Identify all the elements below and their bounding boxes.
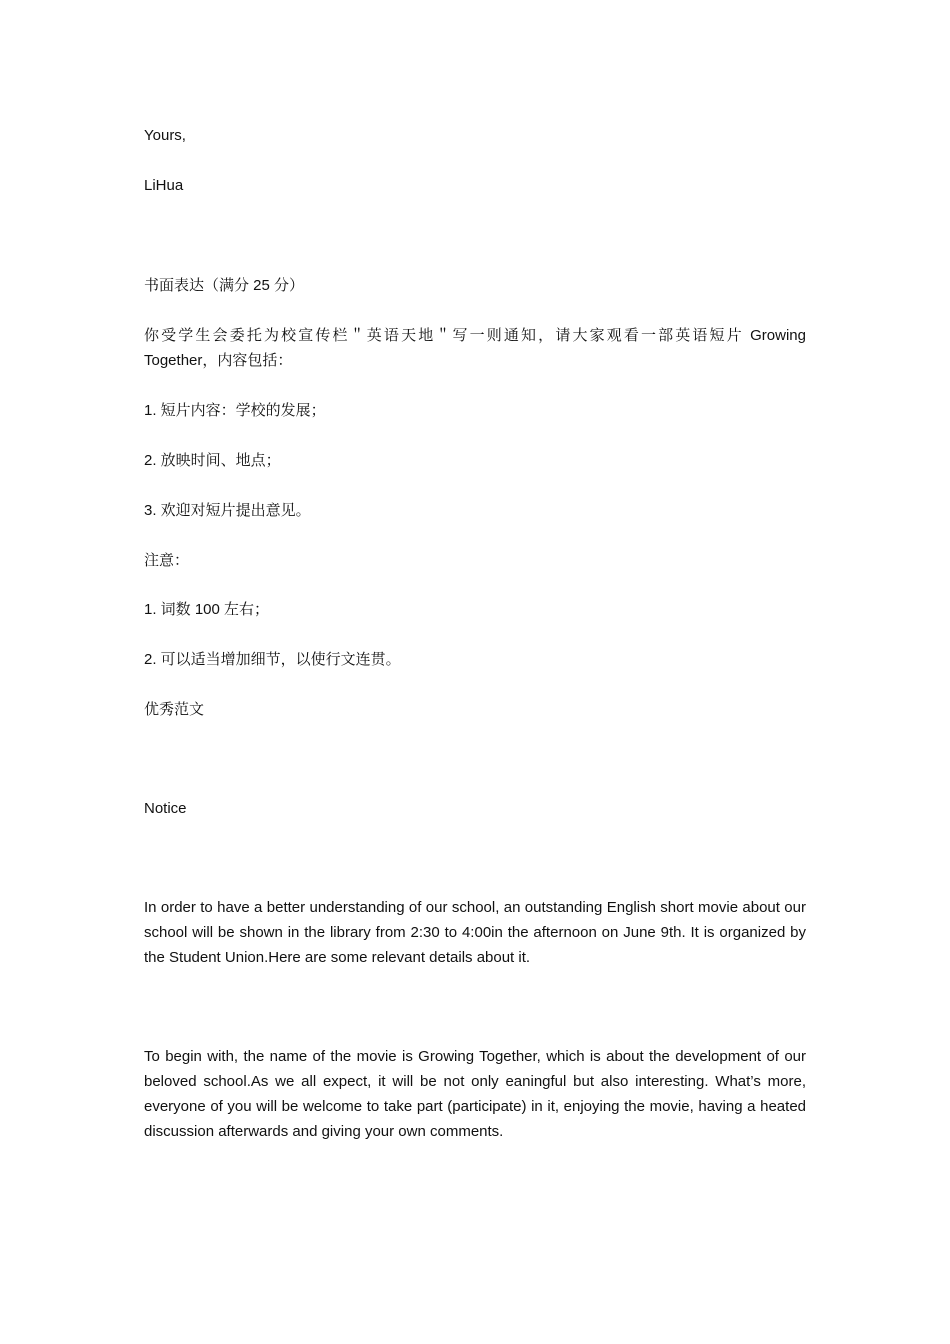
notice-title: Notice (144, 800, 187, 817)
letter-signature: LiHua (144, 177, 184, 194)
note-2: 2. 可以适当增加细节，以使行文连贯。 (144, 651, 401, 668)
task-point-2: 2. 放映时间、地点； (144, 452, 281, 469)
task-point-3: 3. 欢迎对短片提出意见。 (144, 502, 311, 519)
sample-paragraph-1: In order to have a better understanding of our school, an outstanding English short movie about our school will be shown in the library from 2:30 to 4:00in the afternoon on June 9th. It is organized by the Student Union.Here are some relevant details about it. (144, 899, 806, 966)
task-heading: 书面表达（满分 25 分） (144, 277, 305, 294)
task-point-1: 1. 短片内容：学校的发展； (144, 402, 326, 419)
note-1: 1. 词数 100 左右； (144, 601, 270, 618)
task-prompt: 你受学生会委托为校宣传栏＂英语天地＂写一则通知，请大家观看一部英语短片 Growing Together，内容包括： (144, 327, 806, 369)
notes-heading: 注意： (144, 552, 190, 569)
sample-paragraph-2: To begin with, the name of the movie is Growing Together, which is about the development of our beloved school.As we all expect, it will be not only eaningful but also interesting. What’s more, everyone of you will be welcome to take part (participate) in it, enjoying the movie, having a heated discussion afterwards and giving your own comments. (144, 1048, 806, 1140)
letter-closing: Yours, (144, 127, 186, 144)
sample-label: 优秀范文 (144, 701, 205, 718)
